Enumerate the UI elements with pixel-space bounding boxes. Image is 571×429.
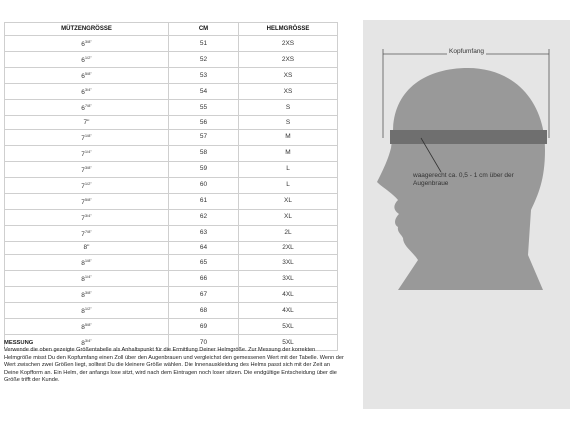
table-row <box>5 177 338 193</box>
hat-size-fraction: 1/8" <box>84 258 92 264</box>
hat-size-whole: 7" <box>83 118 90 126</box>
table-row <box>5 287 338 303</box>
helmet-size-cell: L <box>239 177 338 193</box>
table-row <box>5 241 338 254</box>
hat-size-whole: 8 <box>81 308 85 316</box>
cm-cell: 59 <box>169 161 239 177</box>
table-row <box>5 84 338 100</box>
hat-size-fraction: 3/4" <box>84 338 92 344</box>
hat-size-fraction: 3/4" <box>84 87 92 93</box>
hat-size-fraction: 1/4" <box>84 274 92 280</box>
hat-size-whole: 8 <box>81 324 85 332</box>
cm-cell: 63 <box>169 225 239 241</box>
position-label: waagerecht ca. 0,5 - 1 cm über der Augenbraue <box>413 172 514 187</box>
hat-size-cell <box>5 287 169 303</box>
hat-size-whole: 8 <box>81 340 85 348</box>
cm-cell: 62 <box>169 209 239 225</box>
hat-size-fraction: 3/4" <box>84 212 92 218</box>
hat-size-cell <box>5 84 169 100</box>
hat-size-whole: 6 <box>81 41 85 49</box>
measurement-title: MESSUNG <box>4 340 34 346</box>
cm-cell: 58 <box>169 145 239 161</box>
cm-cell: 61 <box>169 193 239 209</box>
hat-size-fraction: 3/8" <box>84 164 92 170</box>
hat-size-fraction: 1/2" <box>84 180 92 186</box>
helmet-size-cell: 2XL <box>239 241 338 254</box>
hat-size-cell <box>5 225 169 241</box>
hat-size-whole: 6 <box>81 105 85 113</box>
hat-size-cell <box>5 52 169 68</box>
hat-size-cell <box>5 271 169 287</box>
table-row <box>5 116 338 129</box>
helmet-size-cell: XL <box>239 193 338 209</box>
table-header-row <box>5 23 338 36</box>
hat-size-whole: 8 <box>81 292 85 300</box>
hat-size-cell <box>5 129 169 145</box>
hat-size-fraction: 1/8" <box>84 132 92 138</box>
hat-size-whole: 8 <box>81 260 85 268</box>
table-row <box>5 52 338 68</box>
table-row <box>5 193 338 209</box>
measurement-text: Verwende die oben gezeigte Größentabelle als Anhaltspunkt für die Ermittlung Deiner Helmgröße. Zur Messung der korrekten Helmgröße misst Du den Kopfumfang einen Zoll über den Augenbrauen und vergleichst den gemessenen Wert mit der Tabelle. Wenn der Wert zwischen zwei Größen liegt, solltest Du die kleinere Größe wählen. Die Innenauskleidung des Helms passt sich mit der Zeit an Deine Kopfform an. Ein Helm, der anfangs lose sitzt, wird nach dem Eintragen noch loser sitzen. Die endgültige Entscheidung über die Größe trifft der Kunde. <box>4 347 344 384</box>
head-profile-graphic <box>363 20 570 409</box>
hat-size-cell <box>5 303 169 319</box>
table-row <box>5 209 338 225</box>
helmet-size-cell: XL <box>239 209 338 225</box>
hat-size-cell <box>5 68 169 84</box>
hat-size-fraction: 5/8" <box>84 71 92 77</box>
header-cm: CM <box>169 23 239 36</box>
header-hat-size: MÜTZENGRÖSSE <box>5 23 169 36</box>
table-row <box>5 145 338 161</box>
cm-cell: 56 <box>169 116 239 129</box>
hat-size-cell <box>5 255 169 271</box>
hat-size-fraction: 1/2" <box>84 306 92 312</box>
hat-size-cell <box>5 161 169 177</box>
cm-cell: 68 <box>169 303 239 319</box>
table-row <box>5 100 338 116</box>
helmet-size-cell: 3XL <box>239 271 338 287</box>
table-row <box>5 129 338 145</box>
cm-cell: 65 <box>169 255 239 271</box>
hat-size-cell <box>5 145 169 161</box>
hat-size-whole: 8" <box>83 243 90 251</box>
helmet-size-cell: 4XL <box>239 303 338 319</box>
helmet-size-cell: M <box>239 129 338 145</box>
hat-size-fraction: 5/8" <box>84 196 92 202</box>
head-measurement-illustration <box>363 20 570 409</box>
hat-size-fraction: 7/8" <box>84 228 92 234</box>
helmet-size-cell: M <box>239 145 338 161</box>
hat-size-cell <box>5 319 169 335</box>
table-row <box>5 271 338 287</box>
hat-size-fraction: 7/8" <box>84 103 92 109</box>
measurement-note <box>4 340 344 384</box>
hat-size-whole: 6 <box>81 89 85 97</box>
cm-cell: 60 <box>169 177 239 193</box>
hat-size-whole: 7 <box>81 134 85 142</box>
helmet-size-cell: 3XL <box>239 255 338 271</box>
hat-size-cell <box>5 116 169 129</box>
hat-size-whole: 7 <box>81 230 85 238</box>
helmet-size-cell: XS <box>239 68 338 84</box>
hat-size-cell <box>5 209 169 225</box>
cm-cell: 53 <box>169 68 239 84</box>
hat-size-whole: 6 <box>81 57 85 65</box>
helmet-size-cell: 2L <box>239 225 338 241</box>
helmet-size-cell: 5XL <box>239 319 338 335</box>
cm-cell: 66 <box>169 271 239 287</box>
table-row <box>5 319 338 335</box>
cm-cell: 70 <box>169 335 239 351</box>
hat-size-cell <box>5 100 169 116</box>
table-row <box>5 255 338 271</box>
table-row <box>5 36 338 52</box>
helmet-size-cell: XS <box>239 84 338 100</box>
hat-size-fraction: 1/2" <box>84 55 92 61</box>
cm-cell: 64 <box>169 241 239 254</box>
circumference-label: Kopfumfang <box>449 48 485 55</box>
helmet-size-cell: 4XL <box>239 287 338 303</box>
hat-size-whole: 7 <box>81 198 85 206</box>
hat-size-whole: 7 <box>81 166 85 174</box>
helmet-size-cell: S <box>239 100 338 116</box>
cm-cell: 51 <box>169 36 239 52</box>
hat-size-cell <box>5 177 169 193</box>
hat-size-whole: 7 <box>81 214 85 222</box>
cm-cell: 52 <box>169 52 239 68</box>
hat-size-fraction: 1/4" <box>84 148 92 154</box>
helmet-size-cell: L <box>239 161 338 177</box>
cm-cell: 54 <box>169 84 239 100</box>
measuring-band <box>390 130 547 144</box>
hat-size-fraction: 3/8" <box>84 39 92 45</box>
header-helmet-size: HELMGRÖSSE <box>239 23 338 36</box>
hat-size-cell <box>5 193 169 209</box>
hat-size-cell <box>5 241 169 254</box>
helmet-size-cell: 2XS <box>239 52 338 68</box>
cm-cell: 69 <box>169 319 239 335</box>
hat-size-whole: 8 <box>81 276 85 284</box>
table-row <box>5 225 338 241</box>
hat-size-whole: 7 <box>81 182 85 190</box>
size-chart-table <box>4 22 338 351</box>
helmet-size-cell: S <box>239 116 338 129</box>
hat-size-fraction: 3/8" <box>84 290 92 296</box>
hat-size-fraction: 5/8" <box>84 322 92 328</box>
cm-cell: 67 <box>169 287 239 303</box>
cm-cell: 57 <box>169 129 239 145</box>
hat-size-whole: 7 <box>81 150 85 158</box>
table-row <box>5 68 338 84</box>
helmet-size-cell: 5XL <box>239 335 338 351</box>
table-row <box>5 303 338 319</box>
helmet-size-cell: 2XS <box>239 36 338 52</box>
hat-size-cell <box>5 36 169 52</box>
cm-cell: 55 <box>169 100 239 116</box>
hat-size-whole: 6 <box>81 73 85 81</box>
table-row <box>5 161 338 177</box>
